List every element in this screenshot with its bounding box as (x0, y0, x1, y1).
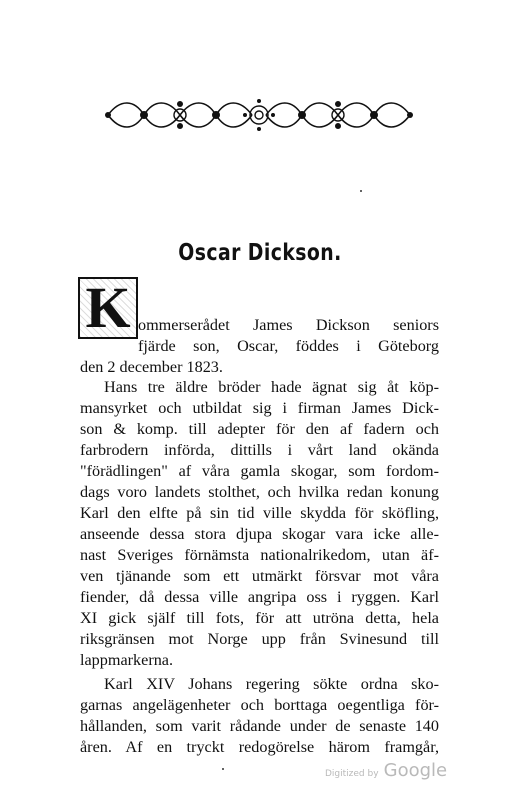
digitized-by-google-watermark (325, 760, 447, 781)
text-line: dags voro landets stolthet, och hvilka redan konung (80, 483, 439, 501)
text-line: nast Sveriges förnämsta nationalrikedom, utan äf- (80, 546, 439, 564)
text-line: Karl den elfte på sin tid ville skydda för sköfling, (80, 504, 439, 522)
text-line: ven tjänande som ett utmärkt försvar mot våra (80, 567, 439, 585)
text-line: son & komp. till adepter för den af fadern och (80, 420, 439, 438)
digitized-label: Digitized by (325, 769, 379, 779)
article-title: Oscar Dickson. (178, 240, 342, 266)
text-line: Hans tre äldre bröder hade ägnat sig åt köp- (104, 378, 439, 396)
text-line: garnas angelägenheter och borttaga oegentliga för- (80, 696, 439, 714)
text-line: mansyrket och utbildat sig i firman James Dick- (80, 399, 439, 417)
text-line: lappmarkerna. (80, 651, 174, 669)
text-line: anseende dessa stora djupa skogar vara icke alle- (80, 525, 439, 543)
google-label: Google (383, 760, 448, 781)
dropcap-letter: K (85, 275, 131, 340)
text-line: fiender, då dessa ville angripa oss i ryggen. Karl (80, 588, 439, 606)
floral-border-ornament-icon (100, 95, 418, 135)
print-speck (222, 768, 224, 770)
text-line: XI gick själf till fots, för att utröna detta, hela (80, 609, 439, 627)
print-speck (360, 190, 362, 192)
text-line: riksgränsen mot Norge upp från Svinesund till (80, 630, 439, 648)
text-line: fjärde son, Oscar, föddes i Göteborg (138, 337, 439, 355)
text-line: åren. Af en tryckt redogörelse härom framgår, (80, 738, 439, 756)
text-line: ommerserådet James Dickson seniors (138, 316, 439, 334)
text-line: farbrodern införda, dittills i vårt land okända (80, 441, 439, 459)
text-line: den 2 december 1823. (80, 358, 223, 376)
text-line: Karl XIV Johans regering sökte ordna sko- (104, 675, 439, 693)
dropcap-k (78, 277, 138, 339)
text-line: hållanden, som varit rådande under de senaste 140 (80, 717, 439, 735)
text-line: "förädlingen" af våra gamla skogar, som fordom- (80, 462, 439, 480)
